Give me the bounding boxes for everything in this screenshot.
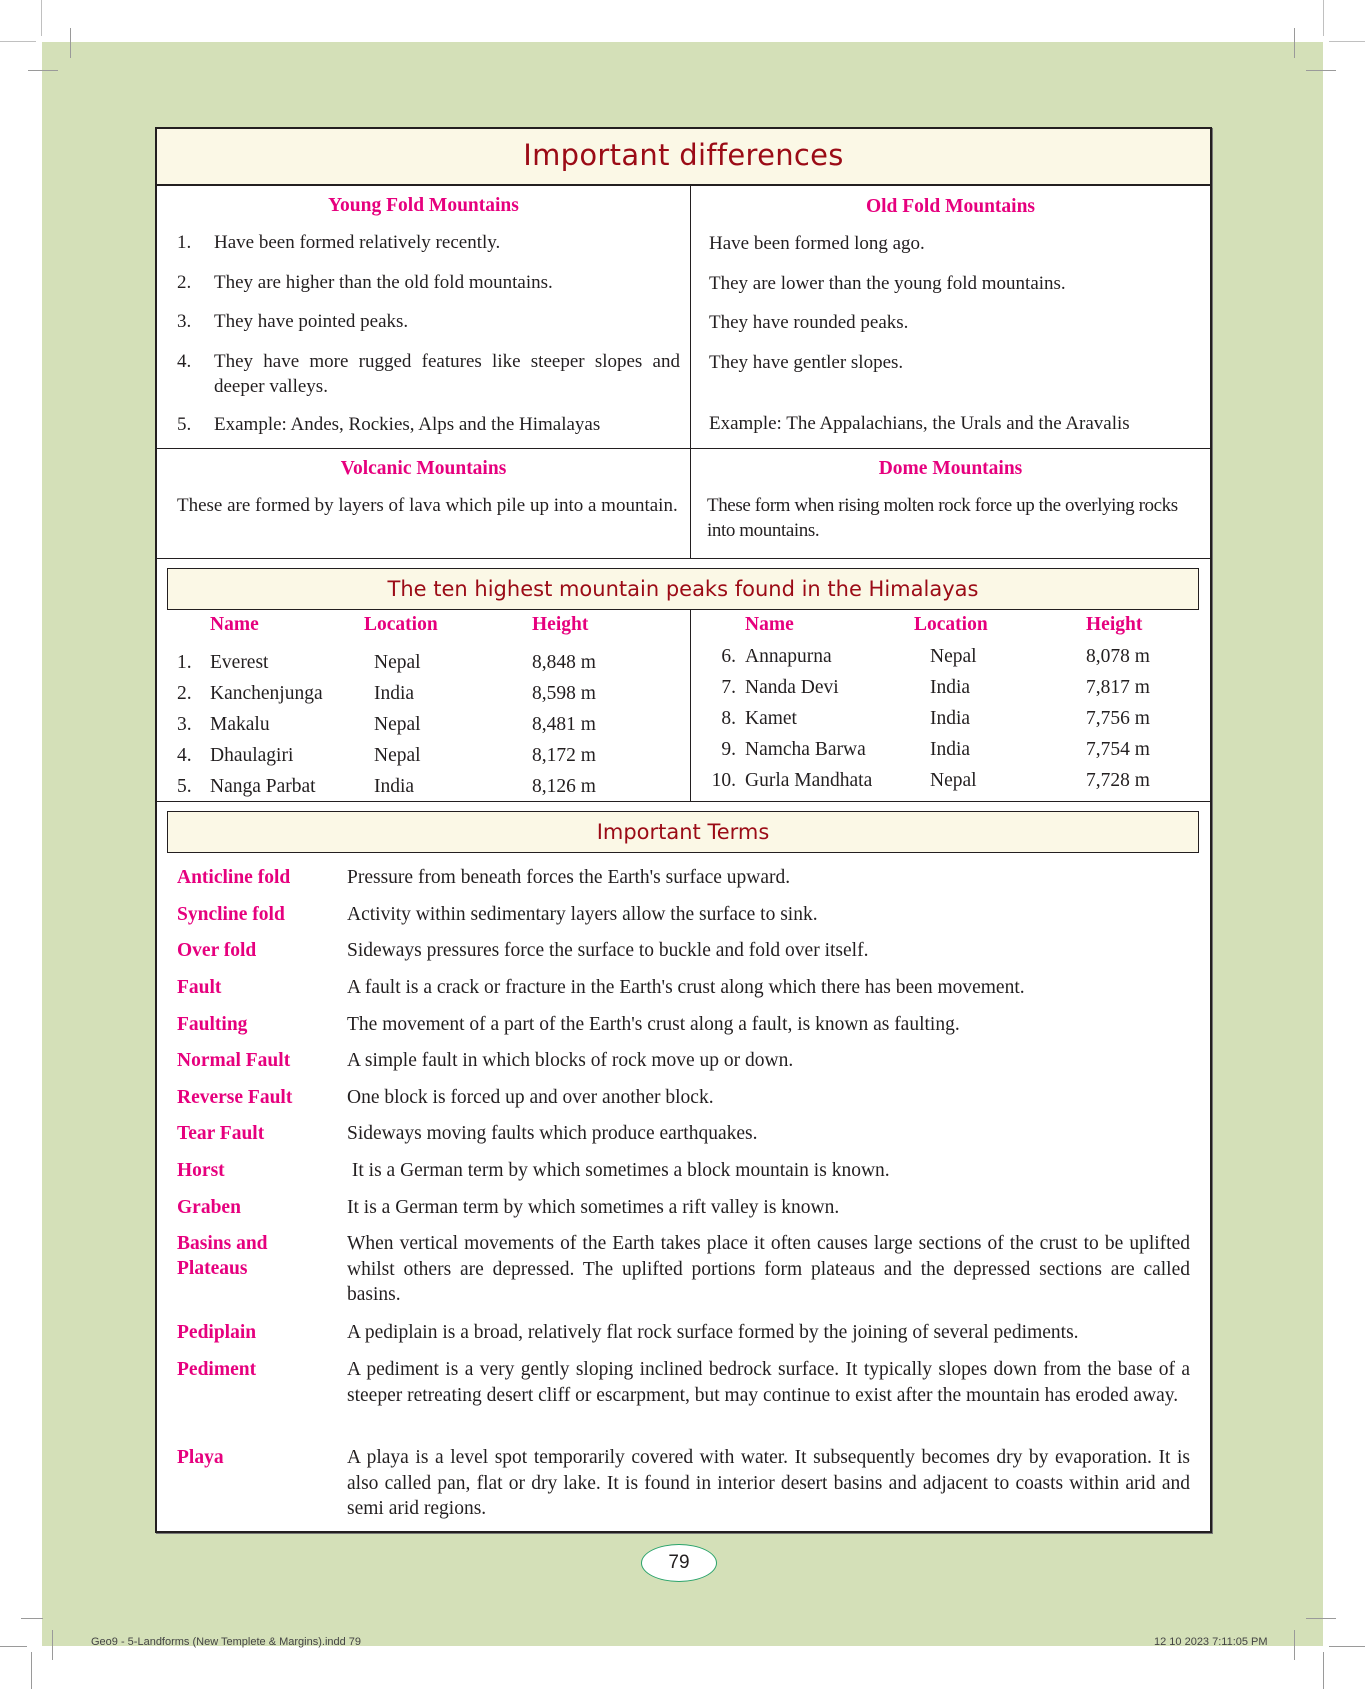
term-label: Syncline fold <box>177 904 285 925</box>
peaks-column-divider <box>690 610 691 802</box>
crop-mark <box>1323 1652 1324 1689</box>
dome-text: These form when rising molten rock force up the overlying rocks into mountains. <box>707 495 1178 541</box>
term-label: Pediment <box>177 1359 257 1380</box>
term-label: Tear Fault <box>177 1123 265 1144</box>
term-label: Pediplain <box>177 1322 257 1343</box>
young-fold-item: They have pointed peaks. <box>214 311 409 332</box>
term-label: Playa <box>177 1447 224 1468</box>
page-number: 79 <box>641 1544 717 1582</box>
peak-height: 7,754 m <box>1086 739 1150 760</box>
row-number: 1. <box>177 652 192 673</box>
volcanic-text: These are formed by layers of lava which pile up into a mountain. <box>177 495 678 516</box>
peak-name: Nanga Parbat <box>210 776 316 797</box>
list-number: 1. <box>177 232 192 253</box>
row-number: 10. <box>711 770 736 791</box>
list-number: 2. <box>177 272 192 293</box>
peak-name: Nanda Devi <box>745 677 839 698</box>
peak-location: Nepal <box>374 714 421 735</box>
peak-location: Nepal <box>930 770 977 791</box>
column-header-name: Name <box>210 614 259 635</box>
dome-heading: Dome Mountains <box>878 458 1023 479</box>
peak-name: Gurla Mandhata <box>745 770 873 791</box>
row-number: 7. <box>721 677 736 698</box>
column-header-height: Height <box>1086 614 1143 635</box>
term-definition: It is a German term by which sometimes a rift valley is known. <box>347 1197 840 1218</box>
peak-location: India <box>374 683 415 704</box>
crop-mark <box>21 1618 43 1619</box>
term-label: Graben <box>177 1197 241 1218</box>
peak-location: India <box>374 776 415 797</box>
peak-height: 8,126 m <box>532 776 596 797</box>
old-fold-heading: Old Fold Mountains <box>865 196 1036 217</box>
crop-mark <box>70 28 71 58</box>
old-fold-item: Example: The Appalachians, the Urals and the Aravalis <box>709 413 1130 434</box>
peak-height: 8,598 m <box>532 683 596 704</box>
slug-timestamp: 12 10 2023 7:11:05 PM <box>1154 1636 1268 1648</box>
column-divider <box>690 184 691 559</box>
crop-mark <box>52 1630 53 1660</box>
peak-location: Nepal <box>930 646 977 667</box>
term-label: Horst <box>177 1160 225 1181</box>
terms-title: Important Terms <box>167 811 1199 853</box>
peak-height: 7,728 m <box>1086 770 1150 791</box>
peak-name: Annapurna <box>745 646 832 667</box>
term-definition: One block is forced up and over another block. <box>347 1087 714 1108</box>
crop-mark <box>0 41 36 42</box>
peak-height: 8,848 m <box>532 652 596 673</box>
young-fold-item: Have been formed relatively recently. <box>214 232 501 253</box>
content-box <box>155 127 1212 1533</box>
peak-location: India <box>930 677 971 698</box>
column-header-location: Location <box>364 614 438 635</box>
peak-height: 8,481 m <box>532 714 596 735</box>
section-divider <box>157 448 1210 449</box>
list-number: 3. <box>177 311 192 332</box>
old-fold-item: They are lower than the young fold mountains. <box>709 273 1066 294</box>
peak-name: Dhaulagiri <box>210 745 294 766</box>
column-header-location: Location <box>914 614 988 635</box>
row-number: 4. <box>177 745 192 766</box>
crop-mark <box>31 1652 32 1689</box>
peak-location: India <box>930 739 971 760</box>
term-definition: Activity within sedimentary layers allow the surface to sink. <box>347 904 818 925</box>
row-number: 9. <box>721 739 736 760</box>
old-fold-item: They have gentler slopes. <box>709 352 904 373</box>
list-number: 4. <box>177 351 192 372</box>
term-label: Anticline fold <box>177 867 291 888</box>
peak-name: Everest <box>210 652 269 673</box>
term-definition: The movement of a part of the Earth's crust along a fault, is known as faulting. <box>347 1014 960 1035</box>
row-number: 3. <box>177 714 192 735</box>
young-fold-item: They are higher than the old fold mountains. <box>214 272 553 293</box>
column-header-name: Name <box>745 614 794 635</box>
term-label: Over fold <box>177 940 257 961</box>
crop-mark <box>1294 28 1295 58</box>
slug-filename: Geo9 - 5-Landforms (New Templete & Margins).indd 79 <box>91 1636 362 1648</box>
term-label: Faulting <box>177 1014 248 1035</box>
crop-mark <box>1306 1618 1336 1619</box>
young-fold-item: They have more rugged features like steeper slopes and deeper valleys. <box>214 351 680 397</box>
crop-mark <box>28 70 58 71</box>
crop-mark <box>1323 0 1324 36</box>
term-definition: A fault is a crack or fracture in the Earth's crust along which there has been movement. <box>347 977 1025 998</box>
term-definition: A simple fault in which blocks of rock move up or down. <box>347 1050 794 1071</box>
peak-height: 7,756 m <box>1086 708 1150 729</box>
peak-name: Kanchenjunga <box>210 683 323 704</box>
row-number: 8. <box>721 708 736 729</box>
crop-mark <box>1306 70 1336 71</box>
term-definition: It is a German term by which sometimes a block mountain is known. <box>347 1160 890 1181</box>
crop-mark <box>0 1646 27 1647</box>
list-number: 5. <box>177 414 192 435</box>
volcanic-heading: Volcanic Mountains <box>340 458 507 479</box>
peak-location: Nepal <box>374 745 421 766</box>
column-header-height: Height <box>532 614 589 635</box>
peak-height: 8,078 m <box>1086 646 1150 667</box>
term-label: Fault <box>177 977 222 998</box>
differences-title: Important differences <box>157 129 1210 186</box>
row-number: 6. <box>721 646 736 667</box>
crop-mark <box>1329 41 1365 42</box>
row-number: 2. <box>177 683 192 704</box>
term-label: Reverse Fault <box>177 1087 293 1108</box>
old-fold-item: Have been formed long ago. <box>709 233 925 254</box>
term-label: Normal Fault <box>177 1050 291 1071</box>
crop-mark <box>1329 1646 1365 1647</box>
peaks-title: The ten highest mountain peaks found in the Himalayas <box>167 568 1199 610</box>
peak-location: India <box>930 708 971 729</box>
term-label: Basins and Plateaus <box>177 1233 268 1279</box>
peak-height: 7,817 m <box>1086 677 1150 698</box>
crop-mark <box>1294 1630 1295 1660</box>
young-fold-heading: Young Fold Mountains <box>328 195 519 216</box>
old-fold-item: They have rounded peaks. <box>709 312 909 333</box>
peak-name: Kamet <box>745 708 797 729</box>
section-divider <box>157 801 1210 802</box>
section-divider <box>157 558 1210 559</box>
term-definition: A pediplain is a broad, relatively flat rock surface formed by the joining of several pediments. <box>347 1322 1079 1343</box>
peak-name: Namcha Barwa <box>745 739 866 760</box>
term-definition: Sideways moving faults which produce earthquakes. <box>347 1123 758 1144</box>
term-definition: Pressure from beneath forces the Earth's surface upward. <box>347 867 791 888</box>
term-definition: A playa is a level spot temporarily covered with water. It subsequently becomes dry by evaporation. It is also called pan, flat or dry lake. It is found in interior desert basins and adjacent to coasts within arid and semi arid regions. <box>347 1447 1190 1519</box>
row-number: 5. <box>177 776 192 797</box>
term-definition: Sideways pressures force the surface to buckle and fold over itself. <box>347 940 869 961</box>
peak-location: Nepal <box>374 652 421 673</box>
young-fold-item: Example: Andes, Rockies, Alps and the Himalayas <box>214 414 601 435</box>
peak-height: 8,172 m <box>532 745 596 766</box>
crop-mark <box>41 0 42 36</box>
term-definition: A pediment is a very gently sloping inclined bedrock surface. It typically slopes down from the base of a steeper retreating desert cliff or escarpment, but may continue to exist after the mountain has eroded away. <box>347 1359 1190 1406</box>
peak-name: Makalu <box>210 714 270 735</box>
term-definition: When vertical movements of the Earth takes place it often causes large sections of the crust to be uplifted whilst others are depressed. The uplifted portions form plateaus and the depressed sections are called basins. <box>347 1233 1190 1305</box>
